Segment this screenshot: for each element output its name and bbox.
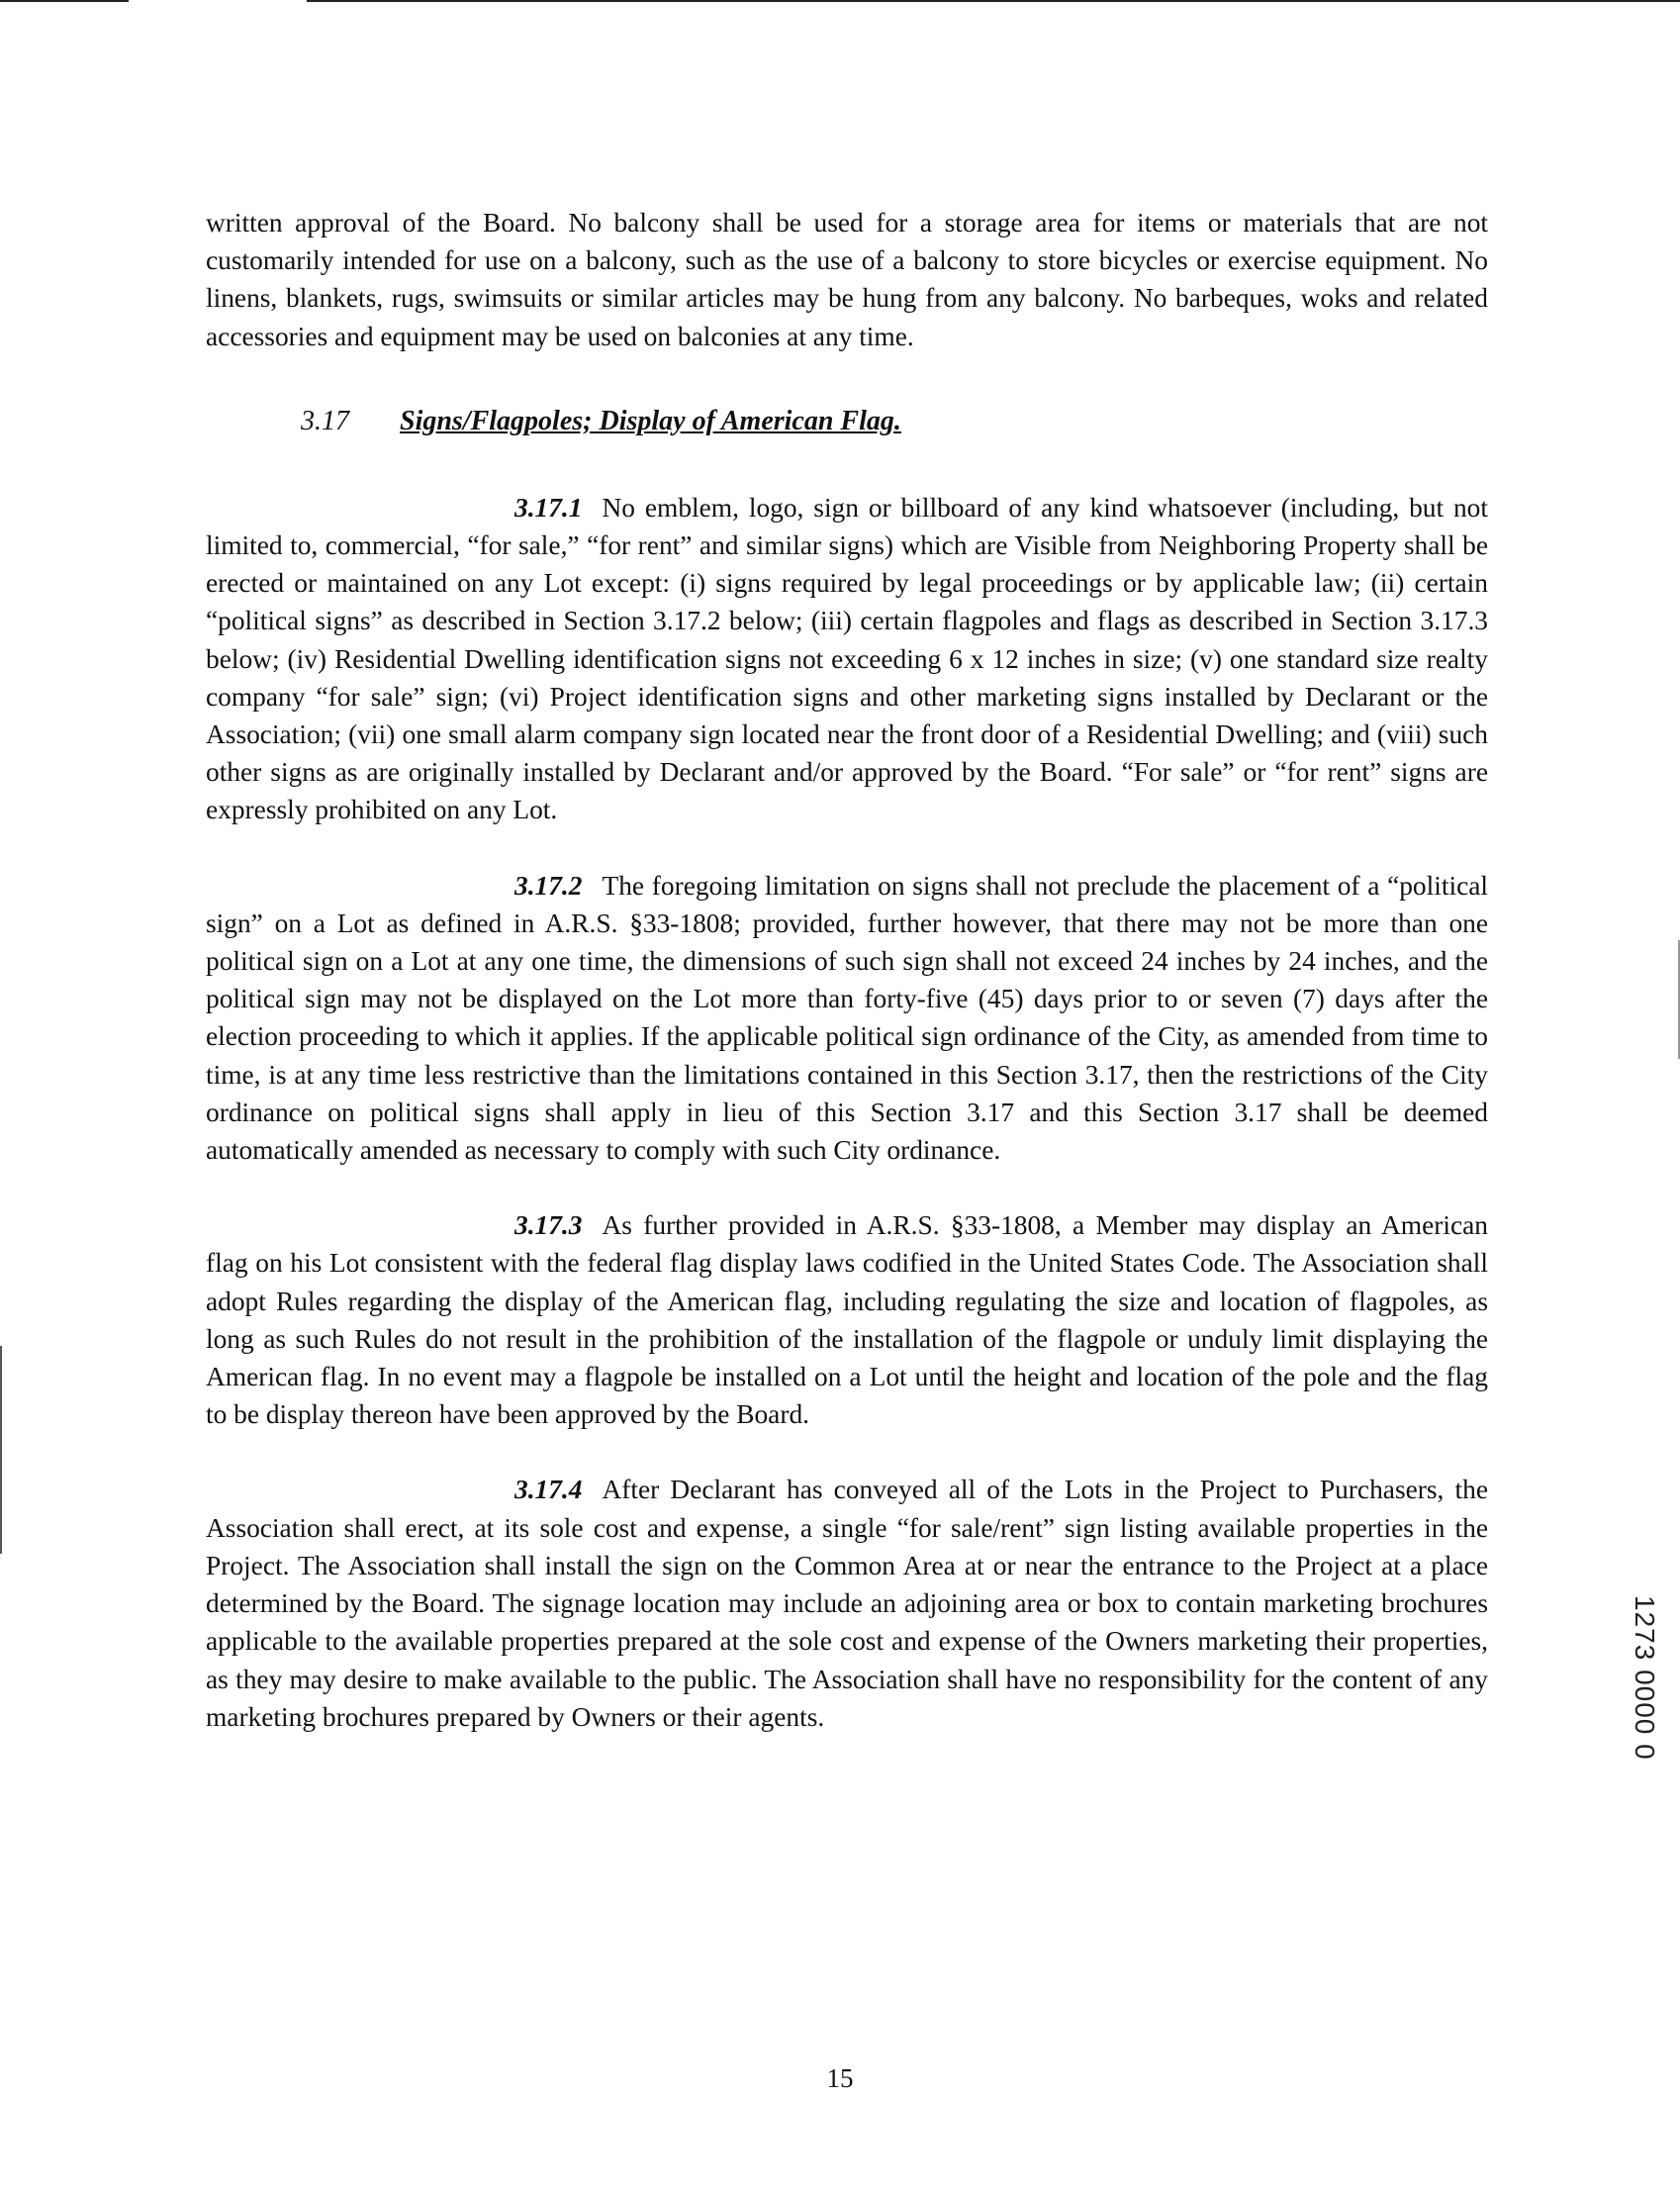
page-number: 15 [826, 2063, 854, 2093]
subsection-3-17-2 [206, 867, 1488, 1170]
section-number: 3.17 [301, 405, 349, 436]
subsection-text: The foregoing limitation on signs shall not preclude the placement of a “political sign” on a Lot as defined in A.R.S. §33-1808; provided, further however, that there may not be more than one political sign on a Lot at any one time, the dimensions of such sign shall not exceed 24 inches by 24 inches, and the political sign may not be displayed on the Lot more than forty-five (45) days prior to or seven (7) days after the election proceeding to which it applies. If the applicable political sign ordinance of the City, as amended from time to time, is at any time less restrictive than the limitations contained in this Section 3.17, then the restrictions of the City ordinance on political signs shall apply in lieu of this Section 3.17 and this Section 3.17 shall be deemed automatically amended as necessary to comply with such City ordinance. [206, 870, 1488, 1166]
left-edge-mark [0, 1346, 2, 1554]
top-border-left [0, 0, 129, 2]
section-title: Signs/Flagpoles; Display of American Flag. [400, 405, 901, 436]
subsection-3-17-4 [206, 1471, 1488, 1735]
subsection-3-17-1 [206, 489, 1488, 829]
subsection-number: 3.17.3 [514, 1210, 583, 1241]
subsection-text: After Declarant has conveyed all of the Lots in the Project to Purchasers, the Association shall erect, at its sole cost and expense, a single “for sale/rent” sign listing available properties in the Project. The Association shall install the sign on the Common Area at or near the entrance to the Project at a place determined by the Board. The signage location may include an adjoining area or box to contain marketing brochures applicable to the available properties prepared at the sole cost and expense of the Owners marketing their properties, as they may desire to make available to the public. The Association shall have no responsibility for the content of any marketing brochures prepared by Owners or their agents. [206, 1475, 1488, 1732]
subsection-number: 3.17.1 [514, 492, 583, 523]
section-heading [206, 402, 1488, 441]
subsection-number: 3.17.2 [514, 870, 583, 901]
subsection-text: No emblem, logo, sign or billboard of any kind whatsoever (including, but not limited to, commercial, “for sale,” “for rent” and similar signs) which are Visible from Neighboring Property shall be erected or maintained on any Lot except: (i) signs required by legal proceedings or by applicable law; (ii) certain “political signs” as described in Section 3.17.2 below; (iii) certain flagpoles and flags as described in Section 3.17.3 below; (iv) Residential Dwelling identification signs not exceeding 6 x 12 inches in size; (v) one standard size realty company “for sale” sign; (vi) Project identification signs and other marketing signs installed by Declarant or the Association; (vii) one small alarm company sign located near the front door of a Residential Dwelling; and (viii) such other signs as are originally installed by Declarant and/or approved by the Board. “For sale” or “for rent” signs are expressly prohibited on any Lot. [206, 492, 1488, 825]
top-border [307, 0, 1680, 2]
document-body [206, 204, 1488, 1773]
subsection-3-17-3 [206, 1206, 1488, 1433]
recording-number-stamp: 1273 0000 0 [1630, 1595, 1660, 1761]
subsection-text: As further provided in A.R.S. §33-1808, a Member may display an American flag on his Lot consistent with the federal flag display laws codified in the United States Code. The Association shall adopt Rules regarding the display of the American flag, including regulating the size and location of flagpoles, as long as such Rules do not result in the prohibition of the installation of the flagpole or unduly limit displaying the American flag. In no event may a flagpole be installed on a Lot until the height and location of the pole and the flag to be display thereon have been approved by the Board. [206, 1210, 1488, 1430]
intro-paragraph: written approval of the Board. No balcony shall be used for a storage area for items or materials that are not customarily intended for use on a balcony, such as the use of a balcony to store bicycles or exercise equipment. No linens, blankets, rugs, swimsuits or similar articles may be hung from any balcony. No barbeques, woks and related accessories and equipment may be used on balconies at any time. [206, 208, 1488, 351]
subsection-number: 3.17.4 [514, 1475, 583, 1505]
